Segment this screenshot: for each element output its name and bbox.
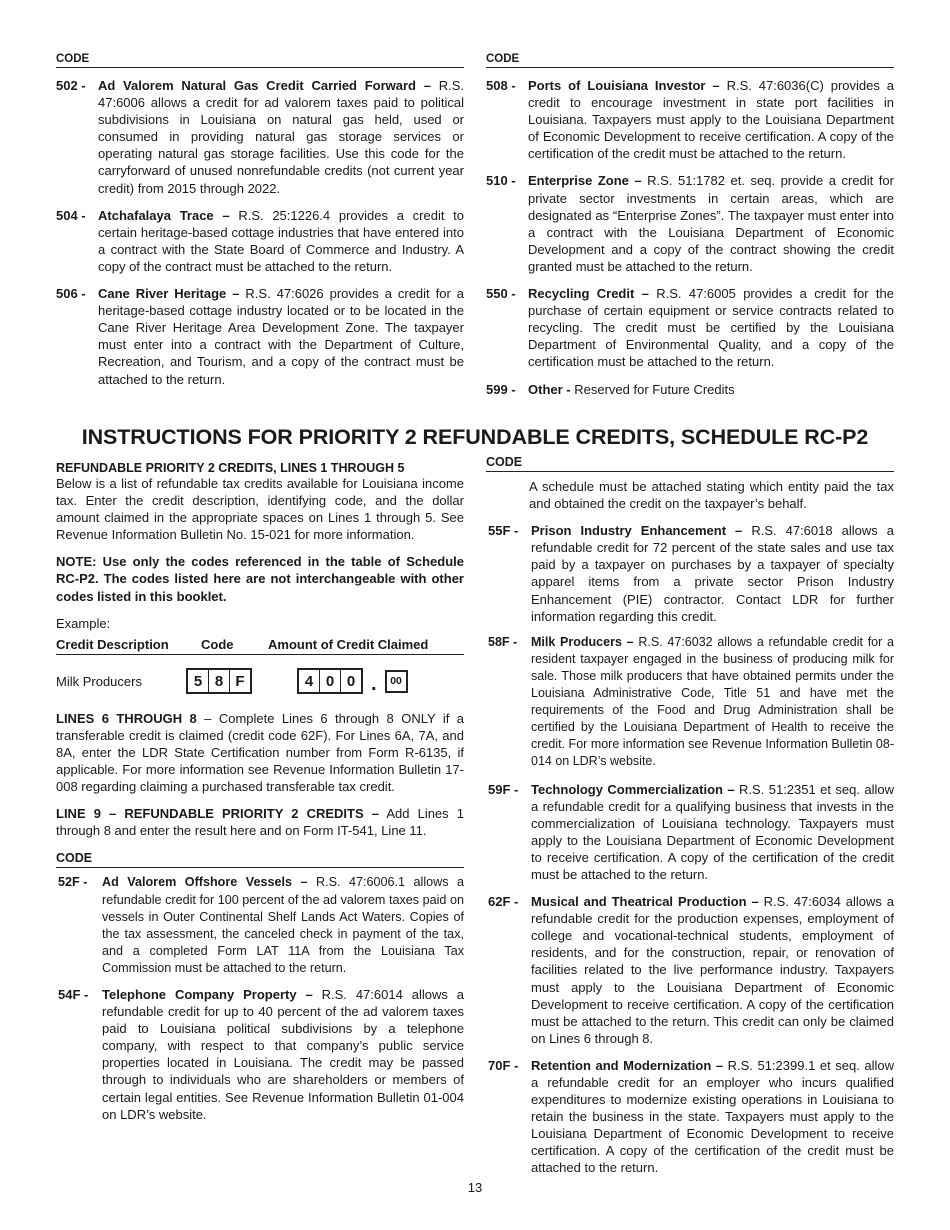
amount-digit-box: 4 [299,670,320,692]
entry-code: 54F - [58,986,89,1002]
credit-entry-506 [56,285,464,388]
entry-text: R.S. 47:6018 allows a refundable credit for 72 percent of the state sales and use tax paid by a taxpayer on purchases by a taxpayer of specialty apparel items from a private sector Prison Industry Enhancement (PIE) contractor. Contact LDR for further information regarding this credit. [531,523,895,624]
entry-title: Atchafalaya Trace – [98,207,230,223]
bottom-right-column [486,455,894,1177]
col-credit-description: Credit Description [56,636,169,652]
example-code-boxes [186,668,252,694]
entry-text: R.S. 47:6036(C) provides a credit to encourage investment in state port facilities in Louisiana. Taxpayers must apply to the Louisiana Department of Economic Development to receive certification. A copy of the certification of the credit must be attached to the return. [528,78,894,162]
entry-code: 70F - [488,1057,519,1073]
line-9-text: Add Lines 1 through 8 and enter the result here and on Form IT-541, Line 11. [56,806,464,839]
col-amount: Amount of Credit Claimed [268,636,429,652]
example-amount-boxes [297,668,363,694]
code-header: CODE [56,851,464,868]
entry-text: R.S. 47:6034 allows a refundable credit for the production expenses, employment of college and vocational-technical students, employment of residents, and for the construction, repair, or renovation of facilities related to the live performance industry. Taxpayers must apply to the Louisiana Department of Economic Development to receive certification. A copy of the certification must be attached to the return. This credit can only be claimed on Lines 6 through 8. [531,894,894,1046]
line-9-title: LINE 9 – REFUNDABLE PRIORITY 2 CREDITS – [56,806,379,822]
entry-text: R.S. 51:2351 et seq. allow a refundable credit for a qualifying business that invests in the commercialization of Louisiana technology. Taxpayers must apply to the Louisiana Department of Economic Development to receive certification. A copy of the certification of the credit must be attached to the return. [531,781,894,882]
code-digit-box: 5 [188,670,209,692]
entry-text: R.S. 51:2399.1 et seq. allow a refundable credit for an employer who incurs qualified expenditures to modernize existing operations in Louisiana to retain the business in the state. Taxpayers must apply to the Louisiana Department of Economic Development to receive certification. A copy of the certification of the credit must be attached to the return. [531,1057,894,1176]
code-header: CODE [486,53,894,68]
example-label: Example: [56,615,111,631]
entry-code: 55F - [488,523,519,539]
entry-title: Ports of Louisiana Investor – [528,78,720,93]
entry-code: 506 - [56,286,86,302]
lines-6-8-title: LINES 6 THROUGH 8 [56,710,197,726]
credit-entry-59f [486,781,894,884]
cents-box: 00 [390,675,402,688]
credit-entry-70f [486,1057,894,1177]
entry-title: Cane River Heritage – [98,286,240,302]
entry-text: Reserved for Future Credits [574,381,735,397]
amount-digit-box: 0 [320,670,341,692]
lines-6-8-text: – Complete Lines 6 through 8 ONLY if a transferable credit is claimed (credit code 62F). For Lines 6A, 7A, and 8A, enter the LDR State Certification number from Form R-6135, if applicable. For more information see Revenue Information Bulletin 17-008 regarding claiming a purchased transferable tax credit. [56,710,464,795]
code-header: CODE [486,455,894,472]
credit-entry-52f [56,874,464,977]
continued-paragraph: A schedule must be attached stating which entity paid the tax and obtained the credit on the taxpayer’s behalf. [529,479,894,512]
entry-title: Prison Industry Enhancement – [531,523,743,539]
entry-text: R.S. 25:1226.4 provides a credit to certain heritage-based cottage industries that have entered into a contract with the State Board of Commerce and Industry. A copy of the contract must be attached to the return. [98,207,464,274]
entry-code: 502 - [56,78,86,93]
note-paragraph: NOTE: Use only the codes referenced in the table of Schedule RC-P2. The codes listed here are not interchangeable with other codes listed in this booklet. [56,554,464,604]
section-title: INSTRUCTIONS FOR PRIORITY 2 REFUNDABLE CREDITS, SCHEDULE RC-P2 [81,425,869,449]
example-row [56,667,464,696]
lines-6-8-paragraph [56,710,464,795]
intro-paragraph: Below is a list of refundable tax credits available for Louisiana income tax. Enter the credit description, identifying code, and the dollar amount claimed in the appropriate spaces on Lines 1 through 5. See Revenue Information Bulletin No. 15-021 for more information. [56,476,464,543]
entry-code: 59F - [488,781,519,797]
entry-title: Enterprise Zone – [528,173,642,189]
entry-text: R.S. 47:6005 provides a credit for the purchase of certain equipment or service contracts related to recycling. The credit must be certified by the Louisiana Department of Environmental Quality, and a copy of the certification must be attached to the return. [528,286,894,370]
entry-code: 510 - [486,173,516,189]
credit-entry-58f [486,634,894,771]
entry-code: 599 - [486,381,516,397]
code-digit-box: F [235,672,245,690]
entry-text: R.S. 47:6006 allows a credit for ad valorem taxes paid to political subdivisions in Louisiana on natural gas held, used or consumed in providing natural gas storage services or operating natural gas storage facilities. Use this code for the carryforward of unused nonrefundable credits (not current year credit) from 2015 through 2022. [98,78,464,196]
col-code: Code [201,636,234,652]
top-left-column [56,53,464,388]
entry-text: R.S. 51:1782 et. seq. provide a credit for private sector investments in certain areas, which are designated as “Enterprise Zones”. The taxpayer must enter into a contract with the Louisiana Department of Economic Development and a copy of the contract showing the credit granted must be attached to the return. [528,173,894,274]
entry-title: Other - [528,381,571,397]
entry-text: R.S. 47:6006.1 allows a refundable credit for 100 percent of the ad valorem taxes paid on vessels in Outer Continental Shelf Lands Act Waters. Copies of the tax assessment, the canceled check in payment of the tax, and a completed Form LAT 11A from the Louisiana Tax Commission must be attached to the return. [102,875,465,975]
lines-1-5-header: REFUNDABLE PRIORITY 2 CREDITS, LINES 1 THROUGH 5 [56,461,405,475]
decimal-point: . [371,672,377,695]
credit-entry-510 [486,172,894,275]
entry-code: 550 - [486,286,516,302]
entry-code: 58F - [488,634,518,649]
page-number: 13 [467,1180,483,1195]
entry-text: R.S. 47:6032 allows a refundable credit for a resident taxpayer engaged in the business of producing milk for sale. Those milk producers that have obtained permits under the Louisiana Administrative Code, Title 51 and have met the requirements of the Food and Drug Administration shall be certified by the Louisiana Department of Health to receive the credit. For more information see Revenue Information Bulletin 08-014 on LDR’s website. [531,634,894,769]
amount-digit-box: 0 [346,672,356,690]
entry-title: Telephone Company Property – [102,986,313,1002]
entry-code: 504 - [56,207,86,223]
code-digit-box: 8 [209,670,230,692]
entry-title: Ad Valorem Natural Gas Credit Carried Forward – [98,78,431,93]
top-right-column [486,53,894,398]
credit-entry-550 [486,285,894,370]
example-cents-box [385,670,408,693]
credit-entry-508 [486,77,894,162]
entry-title: Ad Valorem Offshore Vessels – [102,875,308,890]
line-9-paragraph [56,805,464,839]
credit-entry-502 [56,77,464,197]
entry-title: Recycling Credit – [528,286,649,302]
entry-code: 62F - [488,894,519,910]
entry-title: Milk Producers – [531,634,634,649]
entry-title: Musical and Theatrical Production – [531,894,759,910]
code-header: CODE [56,53,464,68]
example-description: Milk Producers [56,673,142,689]
entry-title: Technology Commercialization – [531,781,735,797]
credit-entry-504 [56,207,464,275]
entry-title: Retention and Modernization – [531,1057,724,1073]
example-table-header [56,637,464,655]
credit-entry-54f [56,986,464,1123]
entry-text: R.S. 47:6014 allows a refundable credit for up to 40 percent of the ad valorem taxes paid to Louisiana political subdivisions by a telephone company, with respect to that company’s public service properties located in Louisiana. The credit may be passed through to individuals who are shareholders or members of certain legal entities. See Revenue Information Bulletin 01-004 on LDR’s website. [102,986,464,1122]
entry-code: 52F - [58,875,88,890]
entry-text: R.S. 47:6026 provides a credit for a heritage-based cottage industry located or to be located in the Cane River Heritage Area Development Zone. The taxpayer must enter into a contract with the Department of Culture, Recreation, and Tourism, and a copy of the contract must be attached to the return. [98,286,464,387]
credit-entry-62f [486,893,894,1047]
credit-entry-599 [486,381,894,398]
entry-code: 508 - [486,78,516,93]
credit-entry-55f [486,522,894,625]
bottom-left-column [56,461,464,1123]
